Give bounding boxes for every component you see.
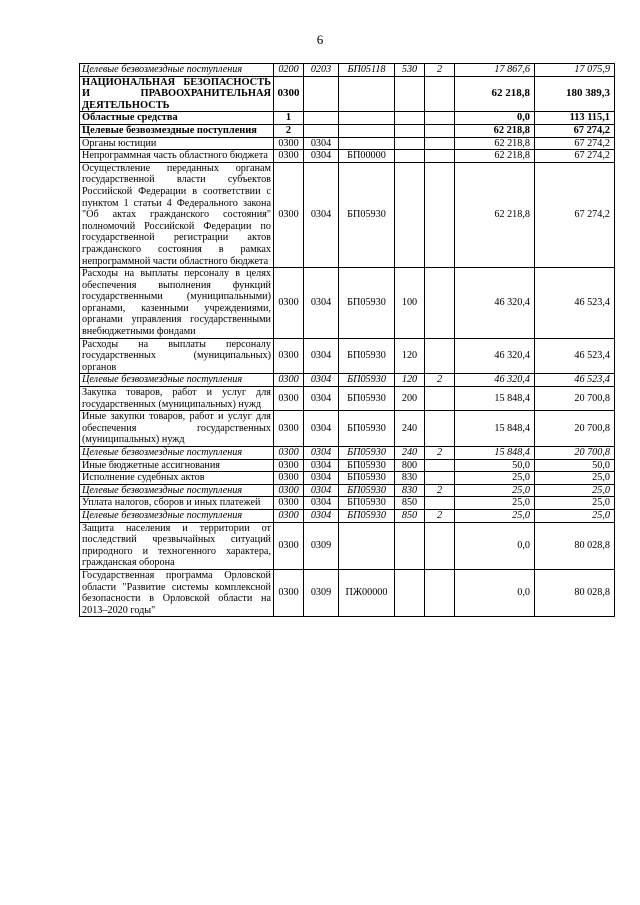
- value-year-2: 80 028,8: [535, 522, 615, 569]
- value-year-2: 25,0: [535, 472, 615, 485]
- value-year-1: 62 218,8: [455, 76, 535, 112]
- code-expense-type: 850: [395, 497, 425, 510]
- code-subsection: 0304: [304, 387, 339, 411]
- code-funding: 2: [425, 374, 455, 387]
- code-expense-type: 800: [395, 459, 425, 472]
- code-target: БП05930: [339, 497, 395, 510]
- code-target: ПЖ00000: [339, 569, 395, 616]
- row-name: Осуществление переданных органам государственной власти субъектов Российской Федерации в соответствии с пунктом 1 статьи 4 Федерального закона "Об актах гражданского состояния" полномочий Российской Федерации по государственной регистрации актов гражданского состояния в рамках непрограммной части областного бюджета: [80, 162, 274, 267]
- code-section: 0300: [274, 162, 304, 267]
- code-target: [339, 522, 395, 569]
- code-subsection: 0304: [304, 268, 339, 339]
- page-number: 6: [316, 32, 324, 47]
- row-name: Уплата налогов, сборов и иных платежей: [80, 497, 274, 510]
- code-funding: [425, 338, 455, 374]
- row-name: Иные бюджетные ассигнования: [80, 459, 274, 472]
- code-subsection: 0304: [304, 459, 339, 472]
- row-name: Иные закупки товаров, работ и услуг для обеспечения государственных (муниципальных) нужд: [80, 411, 274, 447]
- code-section: 0300: [274, 150, 304, 163]
- code-target: БП05930: [339, 509, 395, 522]
- value-year-1: 62 218,8: [455, 150, 535, 163]
- code-funding: [425, 137, 455, 150]
- value-year-1: 46 320,4: [455, 338, 535, 374]
- code-expense-type: 830: [395, 472, 425, 485]
- code-funding: [425, 569, 455, 616]
- code-funding: [425, 411, 455, 447]
- code-subsection: 0304: [304, 137, 339, 150]
- code-expense-type: 240: [395, 411, 425, 447]
- value-year-2: 46 523,4: [535, 338, 615, 374]
- table-row: [80, 522, 615, 569]
- value-year-1: 46 320,4: [455, 374, 535, 387]
- table-row: [80, 374, 615, 387]
- code-expense-type: [395, 137, 425, 150]
- code-target: БП05930: [339, 484, 395, 497]
- code-target: БП05930: [339, 268, 395, 339]
- code-section: 0300: [274, 472, 304, 485]
- value-year-1: 46 320,4: [455, 268, 535, 339]
- value-year-1: 25,0: [455, 484, 535, 497]
- table-row: [80, 387, 615, 411]
- code-funding: [425, 76, 455, 112]
- row-name: НАЦИОНАЛЬНАЯ БЕЗОПАСНОСТЬ И ПРАВООХРАНИТЕЛЬНАЯ ДЕЯТЕЛЬНОСТЬ: [80, 76, 274, 112]
- value-year-2: 113 115,1: [535, 112, 615, 125]
- code-subsection: 0203: [304, 64, 339, 77]
- row-name: Непрограммная часть областного бюджета: [80, 150, 274, 163]
- code-section: 0300: [274, 411, 304, 447]
- code-subsection: [304, 112, 339, 125]
- code-target: БП05930: [339, 162, 395, 267]
- table-row: [80, 497, 615, 510]
- value-year-2: 25,0: [535, 484, 615, 497]
- code-expense-type: [395, 112, 425, 125]
- value-year-1: 15 848,4: [455, 411, 535, 447]
- value-year-1: 62 218,8: [455, 162, 535, 267]
- table-row: [80, 268, 615, 339]
- code-expense-type: [395, 150, 425, 163]
- row-name: Расходы на выплаты персоналу государственных (муниципальных) органов: [80, 338, 274, 374]
- code-expense-type: [395, 569, 425, 616]
- code-section: 2: [274, 124, 304, 137]
- code-section: 0300: [274, 338, 304, 374]
- value-year-2: 46 523,4: [535, 268, 615, 339]
- row-name: Исполнение судебных актов: [80, 472, 274, 485]
- row-name: Целевые безвозмездные поступления: [80, 124, 274, 137]
- value-year-1: 25,0: [455, 497, 535, 510]
- code-funding: 2: [425, 509, 455, 522]
- code-subsection: 0304: [304, 509, 339, 522]
- code-target: БП05930: [339, 387, 395, 411]
- row-name: Целевые безвозмездные поступления: [80, 64, 274, 77]
- code-section: 0300: [274, 447, 304, 460]
- code-expense-type: [395, 522, 425, 569]
- value-year-1: 25,0: [455, 472, 535, 485]
- value-year-1: 15 848,4: [455, 447, 535, 460]
- code-target: БП05930: [339, 338, 395, 374]
- row-name: Защита населения и территории от последствий чрезвычайных ситуаций природного и техногенного характера, гражданская оборона: [80, 522, 274, 569]
- code-funding: 2: [425, 484, 455, 497]
- code-section: 0300: [274, 459, 304, 472]
- row-name: Государственная программа Орловской области "Развитие системы комплексной безопасности в Орловской области на 2013–2020 годы": [80, 569, 274, 616]
- table-row: [80, 569, 615, 616]
- value-year-2: 20 700,8: [535, 387, 615, 411]
- code-subsection: 0304: [304, 497, 339, 510]
- table-row: [80, 338, 615, 374]
- code-funding: [425, 112, 455, 125]
- row-name: Целевые безвозмездные поступления: [80, 374, 274, 387]
- code-funding: [425, 162, 455, 267]
- table-row: [80, 509, 615, 522]
- table-row: [80, 137, 615, 150]
- value-year-1: 0,0: [455, 522, 535, 569]
- table-row: [80, 112, 615, 125]
- table-row: [80, 124, 615, 137]
- code-expense-type: 240: [395, 447, 425, 460]
- value-year-2: 80 028,8: [535, 569, 615, 616]
- code-section: 0300: [274, 509, 304, 522]
- code-section: 0300: [274, 484, 304, 497]
- value-year-1: 62 218,8: [455, 124, 535, 137]
- code-section: 0300: [274, 374, 304, 387]
- code-expense-type: 100: [395, 268, 425, 339]
- value-year-2: 67 274,2: [535, 162, 615, 267]
- code-funding: [425, 472, 455, 485]
- value-year-1: 15 848,4: [455, 387, 535, 411]
- value-year-2: 17 075,9: [535, 64, 615, 77]
- row-name: Целевые безвозмездные поступления: [80, 447, 274, 460]
- code-expense-type: [395, 124, 425, 137]
- table-row: [80, 459, 615, 472]
- code-subsection: 0309: [304, 569, 339, 616]
- code-funding: [425, 124, 455, 137]
- code-subsection: 0304: [304, 162, 339, 267]
- value-year-1: 25,0: [455, 509, 535, 522]
- code-expense-type: 850: [395, 509, 425, 522]
- value-year-2: 25,0: [535, 497, 615, 510]
- code-section: 0300: [274, 76, 304, 112]
- code-expense-type: 120: [395, 338, 425, 374]
- value-year-1: 62 218,8: [455, 137, 535, 150]
- code-subsection: 0304: [304, 338, 339, 374]
- table-row: [80, 472, 615, 485]
- value-year-2: 67 274,2: [535, 150, 615, 163]
- code-subsection: 0304: [304, 447, 339, 460]
- code-target: [339, 124, 395, 137]
- code-section: 1: [274, 112, 304, 125]
- code-section: 0300: [274, 387, 304, 411]
- value-year-2: 50,0: [535, 459, 615, 472]
- table-row: [80, 64, 615, 77]
- code-expense-type: [395, 76, 425, 112]
- code-target: БП05118: [339, 64, 395, 77]
- value-year-2: 67 274,2: [535, 124, 615, 137]
- code-section: 0300: [274, 569, 304, 616]
- code-section: 0300: [274, 522, 304, 569]
- value-year-2: 25,0: [535, 509, 615, 522]
- code-subsection: 0304: [304, 411, 339, 447]
- code-funding: 2: [425, 447, 455, 460]
- budget-table: [79, 63, 615, 617]
- code-subsection: [304, 124, 339, 137]
- code-target: [339, 76, 395, 112]
- value-year-1: 0,0: [455, 112, 535, 125]
- code-funding: [425, 268, 455, 339]
- table-row: [80, 411, 615, 447]
- code-subsection: 0304: [304, 150, 339, 163]
- table-row: [80, 484, 615, 497]
- code-subsection: [304, 76, 339, 112]
- code-section: 0300: [274, 497, 304, 510]
- code-expense-type: [395, 162, 425, 267]
- code-target: БП00000: [339, 150, 395, 163]
- code-target: БП05930: [339, 447, 395, 460]
- table-row: [80, 447, 615, 460]
- code-expense-type: 530: [395, 64, 425, 77]
- code-funding: [425, 459, 455, 472]
- code-expense-type: 200: [395, 387, 425, 411]
- table-row: [80, 150, 615, 163]
- value-year-2: 46 523,4: [535, 374, 615, 387]
- value-year-1: 17 867,6: [455, 64, 535, 77]
- value-year-2: 20 700,8: [535, 411, 615, 447]
- code-funding: [425, 387, 455, 411]
- code-funding: [425, 497, 455, 510]
- code-section: 0300: [274, 137, 304, 150]
- code-expense-type: 830: [395, 484, 425, 497]
- code-section: 0200: [274, 64, 304, 77]
- code-section: 0300: [274, 268, 304, 339]
- code-target: БП05930: [339, 374, 395, 387]
- code-expense-type: 120: [395, 374, 425, 387]
- table-row: [80, 76, 615, 112]
- code-funding: 2: [425, 64, 455, 77]
- code-funding: [425, 522, 455, 569]
- value-year-2: 20 700,8: [535, 447, 615, 460]
- code-target: [339, 112, 395, 125]
- code-target: БП05930: [339, 472, 395, 485]
- code-funding: [425, 150, 455, 163]
- row-name: Органы юстиции: [80, 137, 274, 150]
- row-name: Целевые безвозмездные поступления: [80, 484, 274, 497]
- row-name: Целевые безвозмездные поступления: [80, 509, 274, 522]
- row-name: Областные средства: [80, 112, 274, 125]
- code-subsection: 0309: [304, 522, 339, 569]
- value-year-1: 50,0: [455, 459, 535, 472]
- code-target: БП05930: [339, 459, 395, 472]
- value-year-1: 0,0: [455, 569, 535, 616]
- row-name: Закупка товаров, работ и услуг для государственных (муниципальных) нужд: [80, 387, 274, 411]
- code-target: БП05930: [339, 411, 395, 447]
- code-subsection: 0304: [304, 472, 339, 485]
- value-year-2: 180 389,3: [535, 76, 615, 112]
- value-year-2: 67 274,2: [535, 137, 615, 150]
- row-name: Расходы на выплаты персоналу в целях обеспечения выполнения функций государственными (муниципальными) органами, казенными учреждениями, органами управления государственными внебюджетными фондами: [80, 268, 274, 339]
- code-target: [339, 137, 395, 150]
- code-subsection: 0304: [304, 484, 339, 497]
- code-subsection: 0304: [304, 374, 339, 387]
- table-row: [80, 162, 615, 267]
